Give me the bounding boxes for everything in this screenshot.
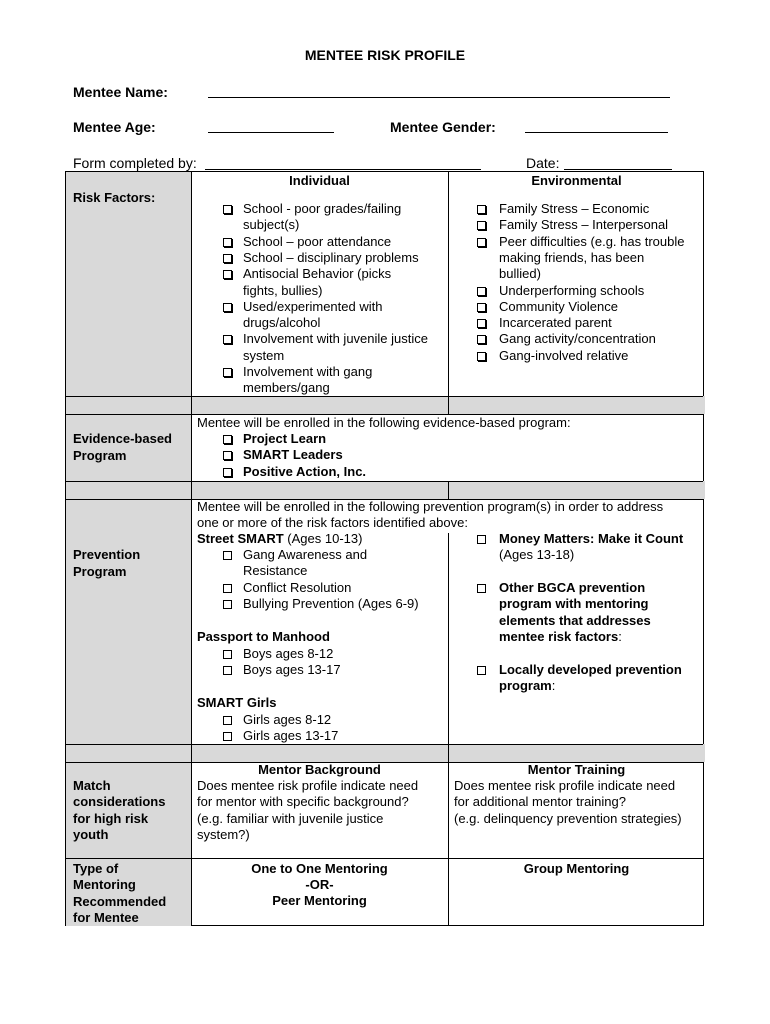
list-item-text: Gang-involved relative <box>499 347 629 363</box>
money-matters-label: Money Matters: Make it Count <box>499 531 684 546</box>
checkbox[interactable] <box>223 468 232 477</box>
street-smart-heading: Street SMART (Ages 10-13) <box>197 531 363 546</box>
list-item-text: Family Stress – Interpersonal <box>499 217 669 233</box>
text-line: program: <box>499 678 556 694</box>
mentee-gender-field[interactable] <box>525 132 668 133</box>
suffix-colon: : <box>618 628 622 644</box>
prevention-label-cell <box>66 499 191 744</box>
list-item-text: Positive Action, Inc. <box>243 463 367 479</box>
page-title: MENTEE RISK PROFILE <box>304 47 466 63</box>
mentee-name-label: Mentee Name: <box>73 84 168 100</box>
checkbox[interactable] <box>223 584 232 593</box>
money-matters-ages: (Ages 13-18) <box>499 547 575 562</box>
checkbox[interactable] <box>223 303 232 312</box>
list-item-text: Incarcerated parent <box>499 315 612 331</box>
checkbox[interactable] <box>223 451 232 460</box>
list-item-text: Girls ages 13-17 <box>243 728 339 744</box>
checkbox[interactable] <box>223 551 232 560</box>
label-line: for high risk <box>73 810 149 826</box>
text-line: system?) <box>197 826 250 842</box>
list-item-text: Conflict Resolution <box>243 579 352 595</box>
list-item-text: School - poor grades/failing <box>243 201 402 216</box>
list-item-text: School – poor attendance <box>243 233 392 249</box>
text-line: Other BGCA prevention <box>499 580 646 595</box>
label-line: for Mentee <box>73 910 139 926</box>
risk-factors-label: Risk Factors: <box>73 190 156 205</box>
completed-by-label: Form completed by: <box>73 155 197 171</box>
checkbox[interactable] <box>223 270 232 279</box>
checkbox[interactable] <box>223 238 232 247</box>
suffix-colon: : <box>551 678 556 694</box>
prevention-label-2: Program <box>73 564 127 579</box>
peer-mentoring-option: Peer Mentoring <box>272 893 367 908</box>
checkbox[interactable] <box>223 368 232 377</box>
list-item-text: Resistance <box>243 563 308 579</box>
mentee-name-field[interactable] <box>208 97 670 98</box>
text-line: elements that addresses <box>499 612 651 628</box>
text-line: for mentor with specific background? <box>197 794 409 810</box>
checkbox[interactable] <box>477 352 486 361</box>
checkbox[interactable] <box>223 650 232 659</box>
list-item-text: subject(s) <box>243 217 300 233</box>
other-bgca-checkbox[interactable] <box>477 584 486 593</box>
one-to-one-option: One to One Mentoring <box>251 861 388 876</box>
list-item-text: Underperforming schools <box>499 282 645 298</box>
checkbox[interactable] <box>477 319 486 328</box>
text-line: (e.g. delinquency prevention strategies) <box>454 810 682 826</box>
spacer-row-2 <box>66 481 705 499</box>
checkbox[interactable] <box>223 666 232 675</box>
text-line: Does mentee risk profile indicate need <box>454 778 676 793</box>
list-item-text: Boys ages 8-12 <box>243 646 334 661</box>
list-item-text: Antisocial Behavior (picks <box>243 266 392 282</box>
smart-girls-heading: SMART Girls <box>197 695 277 710</box>
list-item-text: system <box>243 347 285 363</box>
prevention-intro-2: one or more of the risk factors identified above: <box>197 515 468 530</box>
date-label: Date: <box>526 155 560 171</box>
money-matters-checkbox[interactable] <box>477 535 486 544</box>
list-item-text: members/gang <box>243 380 330 396</box>
individual-heading: Individual <box>289 173 350 188</box>
list-item-text: fights, bullies) <box>243 282 323 298</box>
checkbox[interactable] <box>477 335 486 344</box>
list-item-text: Peer difficulties (e.g. has trouble <box>499 233 685 249</box>
list-item-text: bullied) <box>499 266 541 282</box>
spacer-row-1 <box>66 396 705 414</box>
list-item-text: drugs/alcohol <box>243 315 321 331</box>
mentee-age-field[interactable] <box>208 132 334 133</box>
list-item-text: School – disciplinary problems <box>243 249 419 265</box>
checkbox[interactable] <box>223 732 232 741</box>
evidence-label-2: Program <box>73 448 127 463</box>
list-item-text: Girls ages 8-12 <box>243 712 332 727</box>
list-item-text: Gang Awareness and <box>243 547 368 562</box>
checkbox[interactable] <box>223 254 232 263</box>
list-item-text: Community Violence <box>499 298 618 314</box>
list-item-text: making friends, has been <box>499 249 645 265</box>
checkbox[interactable] <box>223 435 232 444</box>
mentor-background-heading: Mentor Background <box>258 762 381 777</box>
checkbox[interactable] <box>223 205 232 214</box>
date-field[interactable] <box>564 169 672 170</box>
text-line: Locally developed prevention <box>499 662 682 677</box>
label-line: youth <box>73 827 109 843</box>
checkbox[interactable] <box>477 238 486 247</box>
passport-heading: Passport to Manhood <box>197 629 330 644</box>
completed-by-field[interactable] <box>205 169 481 170</box>
list-item-text: Bullying Prevention (Ages 6-9) <box>243 595 419 611</box>
list-item-text: SMART Leaders <box>243 447 343 463</box>
list-item-text: Used/experimented with <box>243 298 383 314</box>
environmental-heading: Environmental <box>531 173 622 188</box>
checkbox[interactable] <box>223 335 232 344</box>
list-item-text: Involvement with juvenile justice <box>243 331 428 347</box>
list-item-text: Gang activity/concentration <box>499 331 656 347</box>
checkbox[interactable] <box>223 600 232 609</box>
group-mentoring-option: Group Mentoring <box>523 861 630 876</box>
mentee-gender-label: Mentee Gender: <box>390 119 496 135</box>
or-separator: -OR- <box>305 877 334 892</box>
prevention-label-1: Prevention <box>73 547 141 562</box>
evidence-intro: Mentee will be enrolled in the following evidence-based program: <box>197 415 571 430</box>
label-line: Match <box>73 778 111 793</box>
list-item-text: Involvement with gang <box>243 364 373 379</box>
text-line: mentee risk factors: <box>499 628 622 644</box>
label-line: Recommended <box>73 893 167 909</box>
checkbox[interactable] <box>477 205 486 214</box>
label-line: Mentoring <box>73 877 136 893</box>
mentor-training-heading: Mentor Training <box>527 762 626 777</box>
checkbox[interactable] <box>477 221 486 230</box>
evidence-label-1: Evidence-based <box>73 431 172 446</box>
spacer-row-3 <box>66 744 705 762</box>
checkbox[interactable] <box>477 287 486 296</box>
text-line: for additional mentor training? <box>454 794 626 810</box>
text-line: program with mentoring <box>499 596 649 612</box>
mentee-age-label: Mentee Age: <box>73 119 156 135</box>
risk-profile-table <box>65 171 704 926</box>
list-item-text: Project Learn <box>243 431 327 446</box>
prevention-intro-1: Mentee will be enrolled in the following prevention program(s) in order to address <box>197 499 664 514</box>
list-item-text: Family Stress – Economic <box>499 201 650 216</box>
checkbox[interactable] <box>223 716 232 725</box>
label-line: Type of <box>73 861 119 876</box>
list-item-text: Boys ages 13-17 <box>243 662 341 678</box>
text-line: Does mentee risk profile indicate need <box>197 778 419 793</box>
label-line: considerations <box>73 794 166 810</box>
checkbox[interactable] <box>477 303 486 312</box>
local-program-checkbox[interactable] <box>477 666 486 675</box>
text-line: (e.g. familiar with juvenile justice <box>197 810 384 826</box>
